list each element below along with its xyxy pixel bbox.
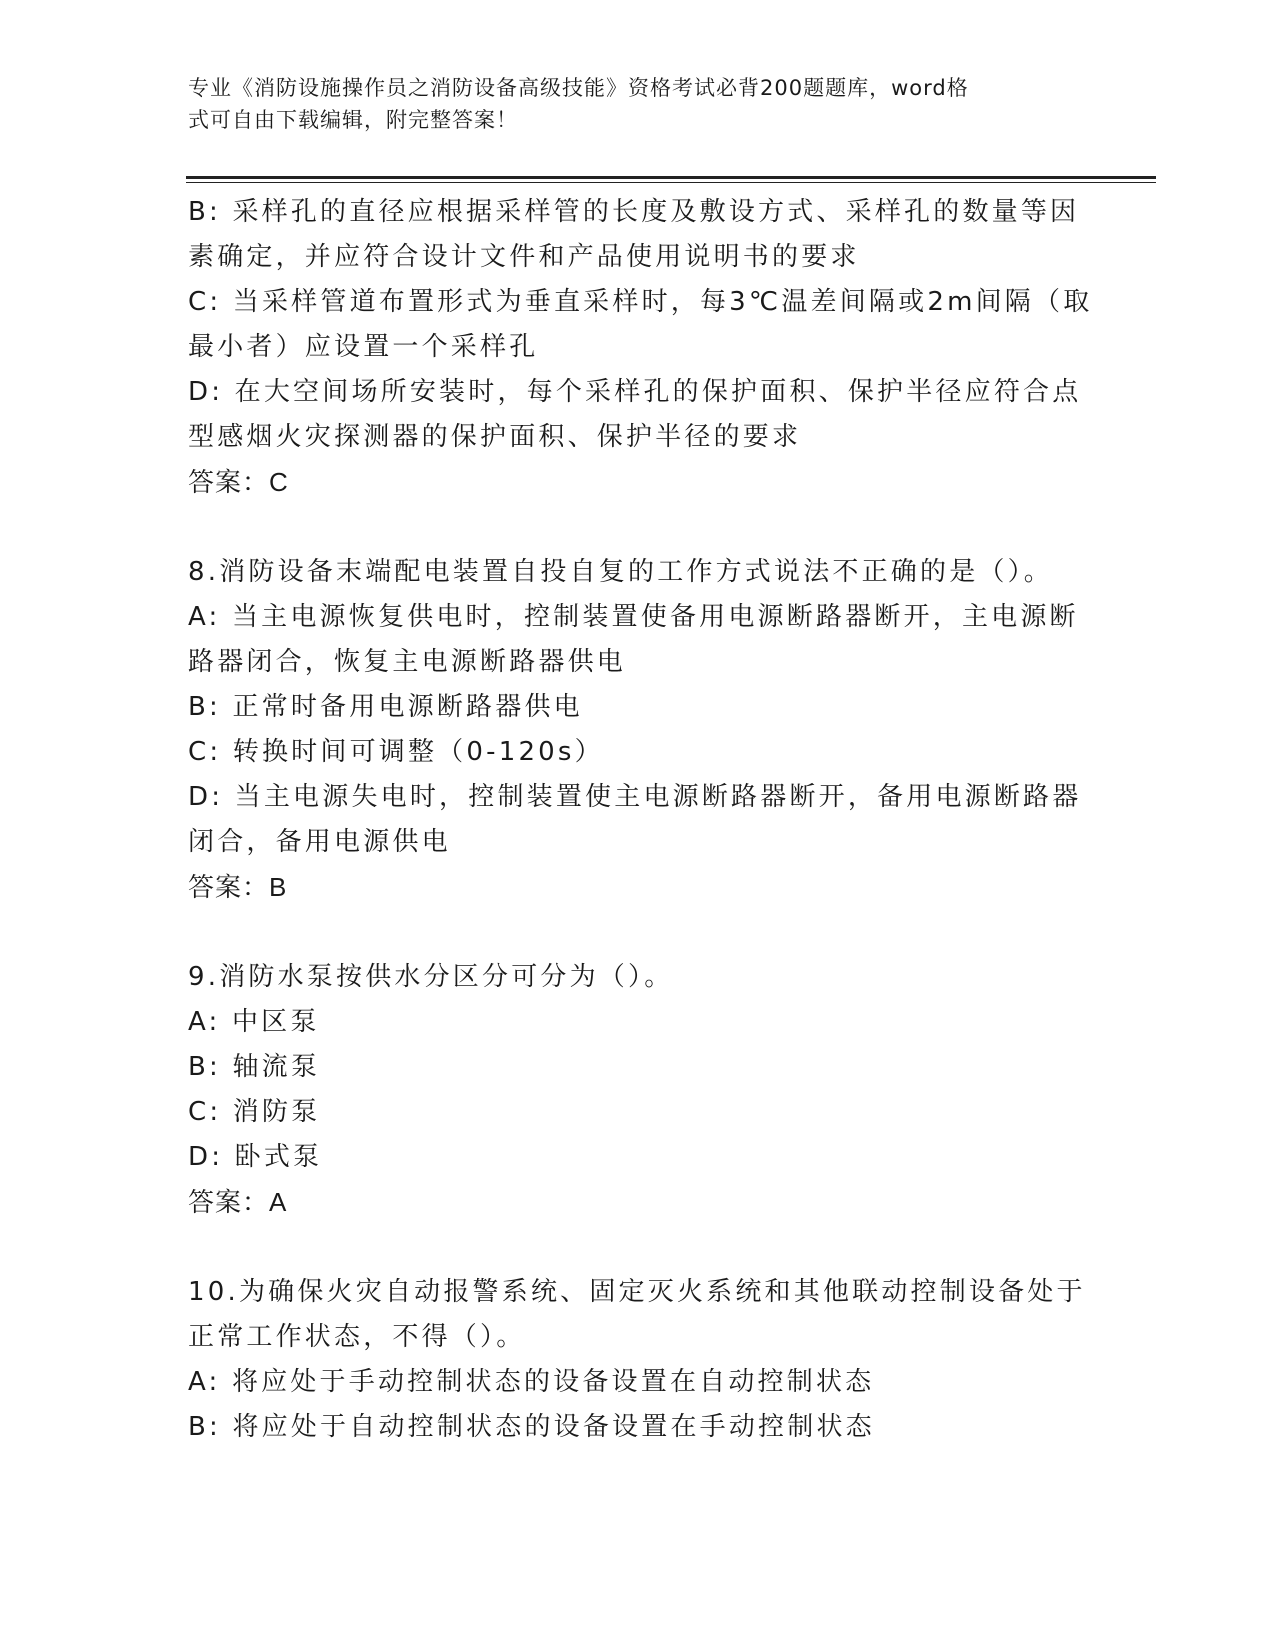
question-8 (188, 550, 1088, 910)
header-line-1: 专业《消防设施操作员之消防设备高级技能》资格考试必背200题题库，word格 (188, 76, 969, 100)
option-d-line-1: D: 当主电源失电时，控制装置使主电源断路器断开，备用电源断路器 (188, 782, 1082, 812)
option-d-line-2: 闭合，备用电源供电 (188, 827, 451, 857)
option-a-line-1: A: 当主电源恢复供电时，控制装置使备用电源断路器断开，主电源断 (188, 602, 1079, 632)
question-7-continued (188, 190, 1093, 505)
header-divider-thick (186, 176, 1156, 179)
spacer (188, 910, 1088, 955)
option-b: B: 轴流泵 (188, 1052, 321, 1082)
spacer (188, 1225, 1088, 1270)
option-d-line-1: D: 在大空间场所安装时，每个采样孔的保护面积、保护半径应符合点 (188, 377, 1082, 407)
question-10 (188, 1270, 1088, 1450)
option-c: C: 消防泵 (188, 1097, 321, 1127)
question-9 (188, 955, 1088, 1225)
question-text: 9.消防水泵按供水分区分可分为（）。 (188, 962, 674, 992)
option-d: D: 卧式泵 (188, 1142, 323, 1172)
header-divider-thin (186, 182, 1156, 183)
option-b-line-1: B: 采样孔的直径应根据采样管的长度及敷设方式、采样孔的数量等因 (188, 197, 1080, 227)
option-b: B: 将应处于自动控制状态的设备设置在手动控制状态 (188, 1412, 875, 1442)
header-line-2: 式可自由下载编辑，附完整答案！ (188, 108, 518, 132)
option-c-line-1: C: 当采样管道布置形式为垂直采样时，每3℃温差间隔或2m间隔（取 (188, 287, 1093, 317)
option-c-line-2: 最小者）应设置一个采样孔 (188, 332, 539, 362)
option-b-line-2: 素确定，并应符合设计文件和产品使用说明书的要求 (188, 242, 860, 272)
answer: 答案：A (188, 1187, 288, 1217)
question-text: 8.消防设备末端配电装置自投自复的工作方式说法不正确的是（）。 (188, 557, 1054, 587)
spacer (188, 505, 1088, 550)
option-d-line-2: 型感烟火灾探测器的保护面积、保护半径的要求 (188, 422, 802, 452)
option-b: B: 正常时备用电源断路器供电 (188, 692, 583, 722)
option-c: C: 转换时间可调整（0-120s） (188, 737, 604, 767)
option-a-line-2: 路器闭合，恢复主电源断路器供电 (188, 647, 627, 677)
option-a: A: 中区泵 (188, 1007, 320, 1037)
question-list (188, 190, 1093, 1450)
option-a: A: 将应处于手动控制状态的设备设置在自动控制状态 (188, 1367, 875, 1397)
answer: 答案：C (188, 467, 289, 497)
answer: 答案：B (188, 872, 288, 902)
question-text-line-1: 10.为确保火灾自动报警系统、固定灭火系统和其他联动控制设备处于 (188, 1277, 1086, 1307)
question-text-line-2: 正常工作状态，不得（）。 (188, 1322, 526, 1352)
document-header (188, 72, 1078, 136)
